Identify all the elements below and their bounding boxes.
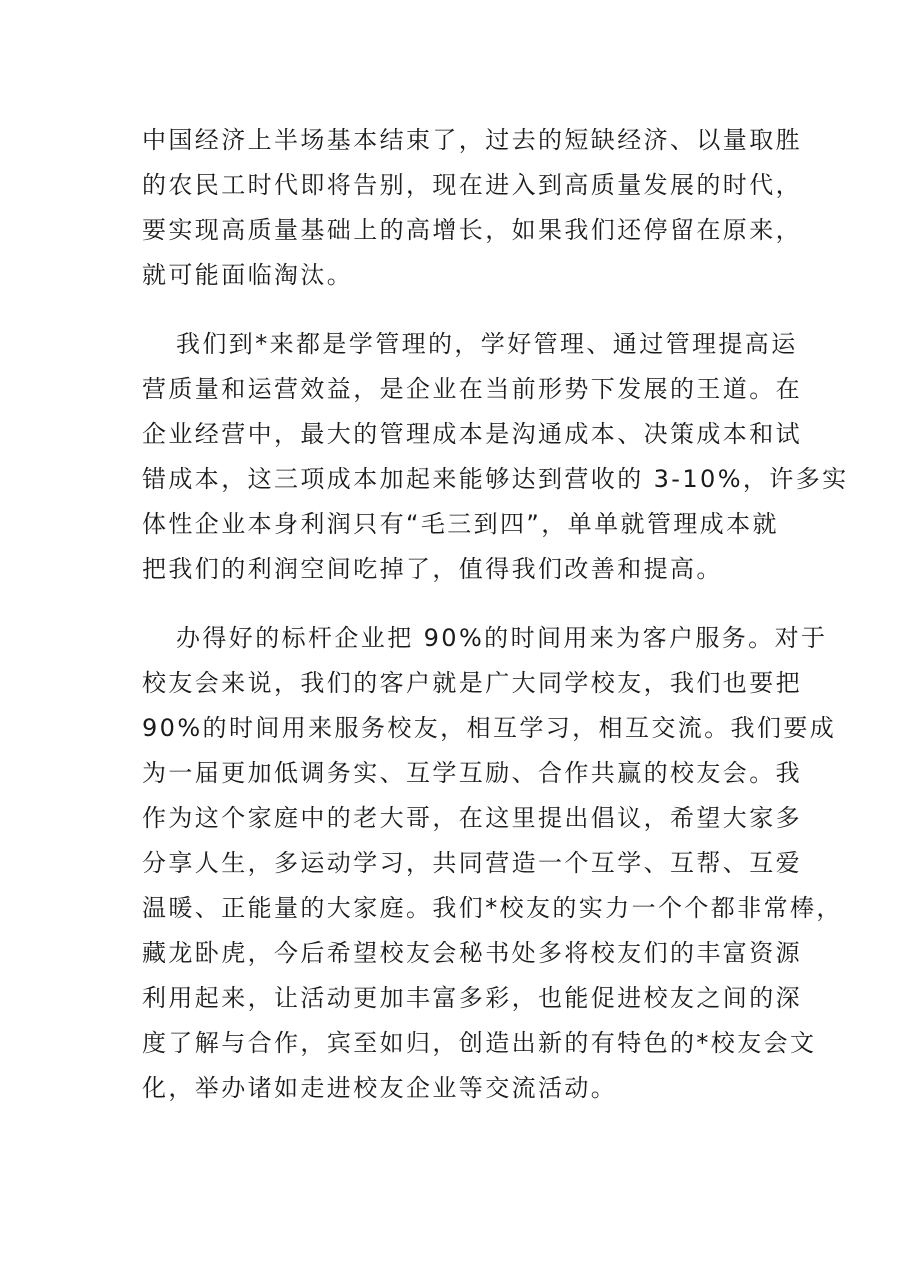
paragraph-line: 温暖、正能量的大家庭。我们*校友的实力一个个都非常棒，	[142, 894, 843, 922]
paragraph-line: 就可能面临淘汰。	[142, 261, 354, 289]
paragraph-line: 把我们的利润空间吃掉了，值得我们改善和提高。	[142, 555, 723, 583]
paragraph-line: 藏龙卧虎，今后希望校友会秘书处多将校友们的丰富资源	[142, 939, 802, 967]
paragraph-line: 要实现高质量基础上的高增长，如果我们还停留在原来，	[142, 216, 802, 244]
paragraph-line: 度了解与合作，宾至如归，创造出新的有特色的*校友会文	[142, 1029, 817, 1057]
paragraph-2	[142, 322, 849, 592]
paragraph-3	[142, 616, 843, 1111]
paragraph-line: 企业经营中，最大的管理成本是沟通成本、决策成本和试	[142, 420, 802, 448]
paragraph-line: 分享人生，多运动学习，共同营造一个互学、互帮、互爱	[142, 849, 802, 877]
paragraph-line: 化，举办诸如走进校友企业等交流活动。	[142, 1074, 618, 1102]
paragraph-line: 体性企业本身利润只有“毛三到四”，单单就管理成本就	[142, 510, 779, 538]
paragraph-line: 的农民工时代即将告别，现在进入到高质量发展的时代，	[142, 171, 802, 199]
paragraph-line: 作为这个家庭中的老大哥，在这里提出倡议，希望大家多	[142, 804, 802, 832]
paragraph-line: 为一届更加低调务实、互学互励、合作共赢的校友会。我	[142, 759, 802, 787]
paragraph-line: 办得好的标杆企业把 90%的时间用来为客户服务。对于	[176, 624, 828, 652]
paragraph-line: 营质量和运营效益，是企业在当前形势下发展的王道。在	[142, 375, 802, 403]
paragraph-line: 错成本，这三项成本加起来能够达到营收的 3-10%，许多实	[142, 465, 849, 493]
paragraph-line: 校友会来说，我们的客户就是广大同学校友，我们也要把	[142, 669, 802, 697]
document-body	[142, 118, 849, 1135]
paragraph-1	[142, 118, 802, 298]
paragraph-line: 中国经济上半场基本结束了，过去的短缺经济、以量取胜	[142, 126, 802, 154]
paragraph-line: 利用起来，让活动更加丰富多彩，也能促进校友之间的深	[142, 984, 802, 1012]
paragraph-line: 我们到*来都是学管理的，学好管理、通过管理提高运	[176, 330, 798, 358]
paragraph-line: 90%的时间用来服务校友，相互学习，相互交流。我们要成	[142, 714, 837, 742]
